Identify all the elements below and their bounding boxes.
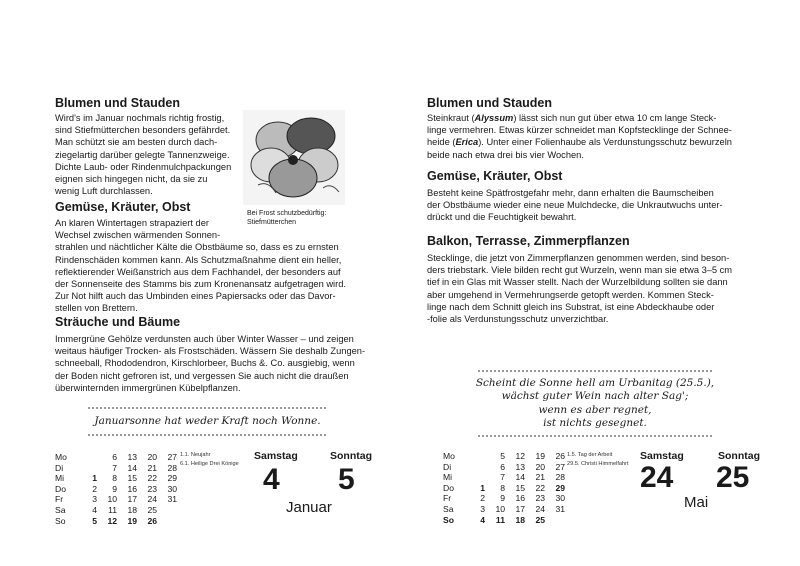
calendar-date: 23 bbox=[535, 493, 545, 504]
dotted-divider bbox=[88, 434, 326, 436]
calendar-date: 11 bbox=[495, 514, 505, 525]
calendar-date: 24 bbox=[535, 503, 545, 514]
text-line: wenig Luft durchlassen. bbox=[55, 186, 153, 197]
month-calendar bbox=[443, 451, 565, 525]
text-line: Zur Not hilft auch das Umbinden eines Papiersacks oder das Davor- bbox=[55, 291, 336, 302]
section-heading: Blumen und Stauden bbox=[427, 96, 552, 110]
weekday-label: Mo bbox=[443, 451, 455, 461]
saturday-label: Samstag bbox=[254, 450, 298, 462]
calendar-date: 11 bbox=[108, 504, 117, 515]
weekday-label: So bbox=[55, 515, 66, 526]
calendar-date bbox=[157, 505, 177, 516]
calendar-date bbox=[465, 462, 485, 473]
section-heading: Gemüse, Kräuter, Obst bbox=[55, 200, 191, 214]
weekday-label: Sa bbox=[443, 503, 454, 514]
calendar-date: 17 bbox=[515, 503, 525, 514]
calendar-date: 16 bbox=[515, 493, 525, 504]
text-line: schneeball, Rhododendron, Kirschlorbeer, Buchs &. Co. ausgiebig, wenn bbox=[55, 358, 355, 369]
section-text bbox=[427, 112, 732, 161]
weekday-label: Di bbox=[55, 462, 64, 473]
quote-line: Januarsonne hat weder Kraft noch Wonne. bbox=[94, 415, 321, 427]
text-line: reflektierender Weißanstrich aus dem Fachhandel, der besonders auf bbox=[55, 266, 341, 277]
text-line: sind Stiefmütterchen besonders gefährdet. bbox=[55, 125, 231, 136]
calendar-date: 25 bbox=[147, 504, 157, 515]
text-line: Rindenschäden kommen kann. Als Schutzmaßnahme dient ein heller, bbox=[55, 254, 342, 265]
calendar-date: 29 bbox=[167, 473, 177, 484]
calendar-date: 10 bbox=[107, 494, 117, 505]
quote-line: ist nichts gesegnet. bbox=[543, 416, 647, 429]
calendar-row bbox=[55, 505, 177, 516]
holiday-list bbox=[180, 451, 239, 469]
calendar-date: 23 bbox=[147, 483, 157, 494]
calendar-date: 5 bbox=[92, 515, 97, 526]
calendar-date: 16 bbox=[127, 483, 137, 494]
calendar-date: 19 bbox=[127, 515, 137, 526]
saturday-label: Samstag bbox=[640, 450, 684, 462]
text-line: Man schützt sie am besten durch dach- bbox=[55, 137, 218, 148]
calendar-date: 8 bbox=[500, 482, 505, 493]
calendar-date: 2 bbox=[92, 483, 97, 494]
weather-saying bbox=[70, 415, 345, 428]
quote-line: wenn es aber regnet, bbox=[538, 403, 652, 416]
calendar-row bbox=[443, 472, 565, 483]
calendar-row bbox=[55, 494, 177, 505]
calendar-date bbox=[465, 451, 485, 462]
calendar-date: 22 bbox=[147, 473, 157, 484]
calendar-date: 1 bbox=[92, 473, 97, 484]
calendar-date: 13 bbox=[127, 452, 137, 462]
weekday-label: Mi bbox=[55, 473, 65, 484]
dotted-divider bbox=[478, 370, 712, 372]
text-line: An klaren Wintertagen strapaziert der bbox=[55, 218, 209, 228]
calendar-date: 21 bbox=[147, 462, 157, 473]
calendar-row bbox=[55, 452, 177, 463]
calendar-date bbox=[545, 515, 565, 526]
text-line: Stecklinge, die jetzt von Zimmerpflanzen genommen werden, sind beson- bbox=[427, 253, 730, 263]
weekday-label: Fr bbox=[443, 493, 452, 504]
text-line: tief in ein Glas mit Wasser stellt. Nach der Wurzelbildung sollten sie dann bbox=[427, 277, 728, 288]
calendar-date: 19 bbox=[535, 451, 545, 461]
calendar-date: 18 bbox=[127, 504, 137, 515]
section-heading: Sträuche und Bäume bbox=[55, 315, 181, 329]
dotted-divider bbox=[88, 407, 326, 409]
caption-line: Stiefmütterchen bbox=[247, 219, 297, 226]
calendar-date: 29 bbox=[555, 482, 565, 493]
calendar-date: 26 bbox=[147, 515, 157, 526]
calendar-date: 10 bbox=[495, 503, 505, 514]
section-text bbox=[55, 333, 365, 394]
holiday-entry: 6.1. Heilige Drei Könige bbox=[180, 461, 239, 467]
text-line: Immergrüne Gehölze verdunsten auch über Winter Wasser – und zeigen bbox=[55, 334, 354, 344]
section-heading: Gemüse, Kräuter, Obst bbox=[427, 169, 563, 183]
calendar-date: 9 bbox=[112, 483, 117, 494]
section-heading: Blumen und Stauden bbox=[55, 96, 180, 110]
text-line: der Sonnenseite des Stamms bis zum Kronenansatz aufgetragen wird. bbox=[55, 279, 346, 290]
calendar-date: 31 bbox=[167, 494, 177, 505]
calendar-date: 18 bbox=[515, 514, 525, 525]
text-line: drückt und die Feuchtigkeit bewahrt. bbox=[427, 212, 577, 223]
calendar-date: 6 bbox=[500, 461, 505, 472]
quote-line: wächst guter Wein nach alter Sag'; bbox=[501, 390, 689, 403]
calendar-date: 15 bbox=[515, 482, 525, 493]
calendar-row bbox=[443, 462, 565, 473]
calendar-row bbox=[55, 463, 177, 474]
weekday-label: Di bbox=[443, 461, 452, 472]
weekday-label: Sa bbox=[55, 504, 66, 515]
calendar-date: 25 bbox=[535, 514, 545, 525]
calendar-date bbox=[77, 452, 97, 463]
weekday-label: Mi bbox=[443, 472, 453, 483]
caption-line: Bei Frost schutzbedürftig: bbox=[247, 210, 327, 217]
dotted-divider bbox=[478, 435, 712, 437]
month-name: Januar bbox=[286, 499, 332, 516]
section-text bbox=[427, 252, 732, 325]
sunday-date: 25 bbox=[716, 461, 750, 494]
calendar-date: 5 bbox=[500, 451, 505, 461]
calendar-row bbox=[443, 483, 565, 494]
text-line: stellen von Brettern. bbox=[55, 303, 138, 314]
calendar-date: 4 bbox=[92, 504, 97, 515]
section-heading: Balkon, Terrasse, Zimmerpflanzen bbox=[427, 234, 630, 248]
sunday-label: Sonntag bbox=[330, 450, 372, 462]
text-line: linge vermehren. Etwas kürzer schneidet man Kopfstecklinge der Schnee- bbox=[427, 125, 732, 136]
calendar-date: 9 bbox=[500, 493, 505, 504]
section-text bbox=[55, 217, 346, 315]
text-line: Wechsel zwischen wärmenden Sonnen- bbox=[55, 230, 221, 241]
weekday-label: Do bbox=[443, 482, 454, 493]
month-calendar bbox=[55, 452, 177, 526]
calendar-date: 21 bbox=[535, 472, 545, 483]
calendar-date: 24 bbox=[147, 494, 157, 505]
saturday-date: 4 bbox=[263, 463, 280, 496]
text-line: der Obstbäume wieder eine neue Mulchdecke, die Unkrautwuchs unter- bbox=[427, 200, 723, 211]
calendar-date: 20 bbox=[147, 452, 157, 462]
holiday-list bbox=[567, 451, 629, 469]
calendar-date: 27 bbox=[167, 452, 177, 462]
text-line: heide (Erica). Unter einer Folienhaube als Verdunstungsschutz bewurzeln bbox=[427, 137, 732, 148]
calendar-date bbox=[77, 463, 97, 474]
saturday-date: 24 bbox=[640, 461, 674, 494]
weekday-label: Mo bbox=[55, 452, 67, 462]
calendar-date: 8 bbox=[112, 473, 117, 484]
month-name: Mai bbox=[684, 494, 709, 511]
holiday-entry: 29.5. Christi Himmelfahrt bbox=[567, 461, 629, 467]
calendar-date: 22 bbox=[535, 482, 545, 493]
text-line: beide nach etwa drei bis vier Wochen. bbox=[427, 149, 584, 160]
text-line: Steinkraut (Alyssum) lässt sich nun gut über etwa 10 cm lange Steck- bbox=[427, 113, 717, 123]
text-line: ziegelartig darüber gelegte Tannenzweige. bbox=[55, 149, 230, 160]
calendar-date: 2 bbox=[480, 493, 485, 504]
text-line: strahlen und nächtlicher Kälte die Obstbäume so, dass es zu ernsten bbox=[55, 242, 339, 253]
calendar-date bbox=[465, 472, 485, 483]
text-line: Besteht keine Spätfrostgefahr mehr, dann erhalten die Baumscheiben bbox=[427, 188, 714, 198]
text-line: weitaus häufiger Trocken- als Frostschäden. Wässern Sie deshalb Zungen- bbox=[55, 346, 366, 357]
calendar-date: 12 bbox=[515, 451, 525, 461]
calendar-date: 12 bbox=[107, 515, 117, 526]
calendar-date: 1 bbox=[480, 482, 485, 493]
weather-saying bbox=[450, 377, 740, 430]
calendar-row bbox=[443, 493, 565, 504]
calendar-date: 31 bbox=[555, 503, 565, 514]
calendar-date: 27 bbox=[555, 461, 565, 472]
calendar-date: 30 bbox=[555, 493, 565, 504]
text-line: eignen sich hingegen nicht, da sie zu bbox=[55, 174, 208, 185]
calendar-date: 26 bbox=[555, 451, 565, 461]
calendar-date bbox=[157, 516, 177, 527]
calendar-date: 14 bbox=[127, 462, 137, 473]
section-text bbox=[427, 187, 723, 224]
text-line: ders triebstark. Viele bilden recht gut Wurzeln, wenn man sie etwa 3–5 cm bbox=[427, 265, 733, 276]
calendar-date: 3 bbox=[480, 503, 485, 514]
text-line: linge nach dem Schnitt gleich ins Substrat, ist eine Abdeckhaube oder bbox=[427, 301, 715, 312]
calendar-date: 7 bbox=[112, 462, 117, 473]
weekday-label: Fr bbox=[55, 494, 64, 505]
weekday-label: So bbox=[443, 514, 454, 525]
quote-line: Scheint die Sonne hell am Urbanitag (25.5.), bbox=[475, 377, 715, 389]
text-line: aber umgehend in Vermehrungserde getopft werden. Kommen Steck- bbox=[427, 289, 714, 300]
calendar-date: 3 bbox=[92, 494, 97, 505]
calendar-date: 6 bbox=[112, 452, 117, 462]
calendar-row bbox=[55, 484, 177, 495]
section-text bbox=[55, 112, 231, 197]
text-line: -folie als Verdunstungsschutz unverzichtbar. bbox=[427, 314, 609, 325]
calendar-date: 30 bbox=[167, 483, 177, 494]
calendar-date: 4 bbox=[480, 514, 485, 525]
calendar-row bbox=[443, 504, 565, 515]
holiday-entry: 1.5. Tag der Arbeit bbox=[567, 452, 613, 458]
calendar-date: 28 bbox=[555, 472, 565, 483]
text-line: der Boden nicht gefroren ist, und vergessen Sie auch nicht die draußen bbox=[55, 370, 349, 381]
sunday-label: Sonntag bbox=[718, 450, 760, 462]
weekday-label: Do bbox=[55, 483, 66, 494]
calendar-date: 14 bbox=[515, 472, 525, 483]
calendar-date: 15 bbox=[127, 473, 137, 484]
calendar-date: 20 bbox=[535, 461, 545, 472]
calendar-date: 17 bbox=[127, 494, 137, 505]
calendar-row bbox=[443, 451, 565, 462]
calendar-row bbox=[443, 515, 565, 526]
holiday-entry: 1.1. Neujahr bbox=[180, 452, 211, 458]
text-line: Wird's im Januar nochmals richtig frostig, bbox=[55, 113, 225, 123]
text-line: Dichte Laub- oder Rindenmulchpackungen bbox=[55, 161, 232, 172]
calendar-row bbox=[55, 473, 177, 484]
calendar-date: 28 bbox=[167, 462, 177, 473]
calendar-row bbox=[55, 516, 177, 527]
sunday-date: 5 bbox=[338, 463, 355, 496]
calendar-date: 7 bbox=[500, 472, 505, 483]
text-line: überwinternden immergrünen Kübelpflanzen. bbox=[55, 382, 241, 393]
calendar-date: 13 bbox=[515, 461, 525, 472]
pansy-illustration bbox=[243, 110, 345, 205]
